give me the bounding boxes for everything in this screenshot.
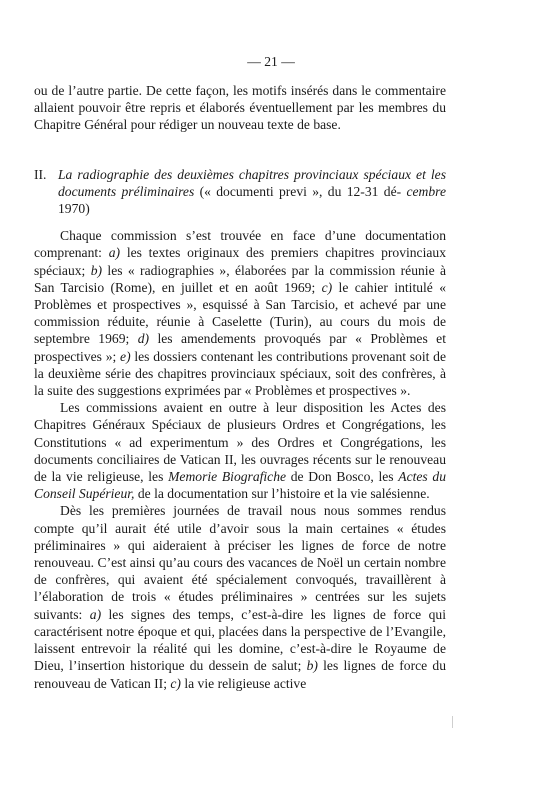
section-title-italic-2: cembre xyxy=(406,183,446,199)
section-title-rest: (« documenti previ », du 12-31 dé- xyxy=(194,183,402,199)
paragraph-documentation xyxy=(34,227,446,399)
text: Dès les premières journées de travail nous nous sommes rendus compte qu’il aurait été utile d’avoir sous la main certaines « études préliminaires » qui aideraient à préciser les lignes de force de notre renouveau. C’est ainsi qu’au cours des vacances de Noël un certain nombre de confrères, qui avaient été spécialement convoqués, travaillèrent à l’élaboration de trois « études préliminaires » centrées sur les sujets suivants: xyxy=(34,503,446,622)
section-number: II. xyxy=(34,166,47,182)
section-title xyxy=(58,166,446,218)
title-memorie: Memorie Biografiche xyxy=(168,469,287,485)
enum-a: a) xyxy=(108,245,121,261)
enum-b: b) xyxy=(306,658,318,674)
text: le cahier intitulé « Problèmes et prospectives », esquissé à San Tarcisio, et achevé par une commission réduite, réunie à Caselette (Turin), au cours du mois de septembre 1969; xyxy=(34,279,446,347)
text: les « radiographies », élaborées par la commission réunie à San Tarcisio (Rome), en juillet et en août 1969; xyxy=(34,262,447,295)
enum-a: a) xyxy=(89,606,102,622)
enum-c: c) xyxy=(170,675,181,691)
text: les amendements provoqués par « Problèmes et prospectives »; xyxy=(34,331,446,364)
enum-e: e) xyxy=(120,348,131,364)
text: les dossiers contenant les contributions provenant soit de la deuxième série des chapitres provinciaux spéciaux, soit des confrères, à la suite des suggestions exprimées par « Problèmes et prospectives ». xyxy=(34,348,446,399)
title-actes: Actes du Conseil Supérieur, xyxy=(34,469,446,502)
text: les textes originaux des premiers chapitres provinciaux spéciaux; xyxy=(34,245,446,278)
text: la vie religieuse active xyxy=(180,675,307,691)
text: Les commissions avaient en outre à leur disposition les Actes des Chapitres Généraux Spéciaux de plusieurs Ordres et Congrégations, les Constitutions « ad experimentum » des Ordres et Congrégations, les documents conciliaires de Vatican II, les ouvrages récents sur le renouveau de la vie religieuse, les xyxy=(34,400,446,485)
section-title-end: 1970) xyxy=(58,201,90,217)
enum-b: b) xyxy=(90,262,103,278)
section-title-italic: La radiographie des deuxièmes chapitres provinciaux spéciaux et les documents préliminaires xyxy=(58,166,446,199)
text: les lignes de force du renouveau de Vatican II; xyxy=(34,658,447,691)
margin-mark xyxy=(452,716,453,728)
text: Chaque commission s’est trouvée en face d’une documentation comprenant: xyxy=(34,228,446,261)
text: de Don Bosco, les xyxy=(286,469,399,485)
text: les signes des temps, c’est-à-dire les lignes de force qui caractérisent notre époque et qui, placées dans la perspective de l’Evangile, laissent entrevoir la réalité qui les domine, c’est-à-dire le Royaume de Dieu, l’insertion historique du dessein de salut; xyxy=(34,606,446,674)
page-number: — 21 — xyxy=(247,54,295,69)
enum-d: d) xyxy=(137,331,150,347)
section-heading xyxy=(34,166,446,218)
paragraph-intro xyxy=(34,82,446,134)
paragraph-studies xyxy=(34,502,446,691)
enum-c: c) xyxy=(321,279,333,295)
paragraph-resources xyxy=(34,399,446,502)
text: ou de l’autre partie. De cette façon, les motifs insérés dans le commentaire allaient pouvoir être repris et élaborés éventuellement par les membres du Chapitre Général pour rédiger un nouveau texte de base. xyxy=(34,83,446,133)
text: de la documentation sur l’histoire et la vie salésienne. xyxy=(134,486,430,502)
page-body xyxy=(34,54,446,692)
